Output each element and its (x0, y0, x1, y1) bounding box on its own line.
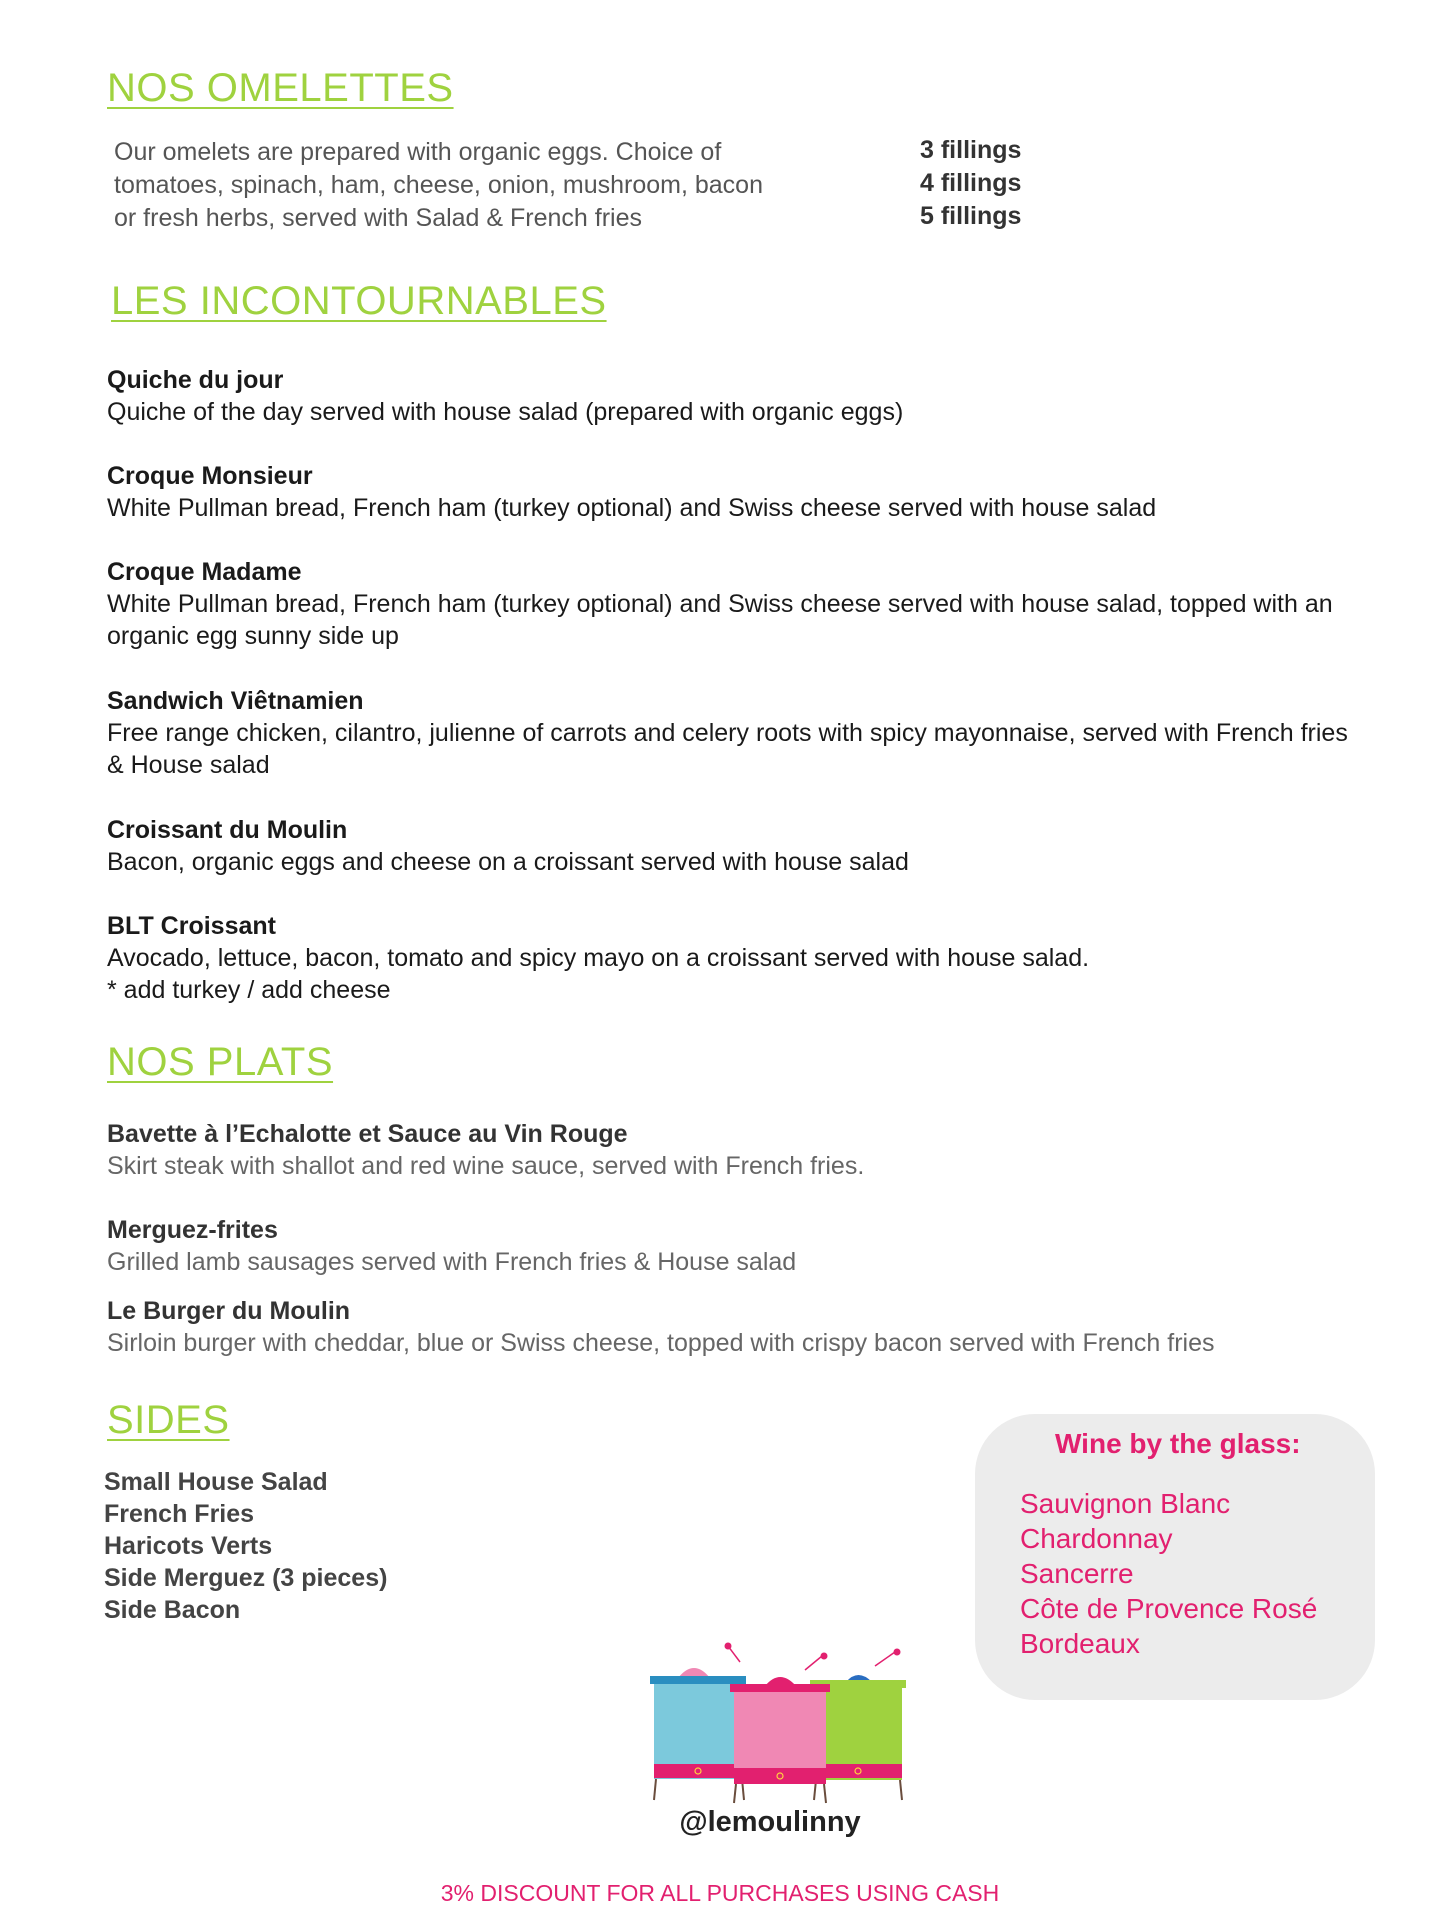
item-description: Quiche of the day served with house salad (prepared with organic eggs) (107, 398, 904, 426)
item-name: Croque Monsieur (107, 462, 313, 490)
omelette-desc-line: tomatoes, spinach, ham, cheese, onion, mushroom, bacon (114, 171, 763, 199)
pink-grinder-icon (730, 1653, 830, 1804)
item-name: Le Burger du Moulin (107, 1297, 351, 1325)
item-name: Sandwich Viêtnamien (107, 687, 364, 715)
side-item: Haricots Verts (104, 1532, 273, 1560)
item-description: Grilled lamb sausages served with French fries & House salad (107, 1248, 797, 1276)
wine-list (1020, 1486, 1317, 1661)
wine-item: Sancerre (1020, 1558, 1134, 1589)
section-title-sides: SIDES (107, 1398, 230, 1442)
omelette-desc-line: Our omelets are prepared with organic eggs. Choice of (114, 138, 722, 166)
social-handle: @lemoulinny (679, 1806, 861, 1838)
menu-item-croissant-du-moulin (107, 814, 1397, 878)
fillings-option: 3 fillings (920, 136, 1022, 164)
wine-item: Côte de Provence Rosé (1020, 1593, 1318, 1624)
omelette-desc-line: or fresh herbs, served with Salad & French fries (114, 204, 643, 232)
item-description: * add turkey / add cheese (107, 976, 391, 1004)
wine-item: Sauvignon Blanc (1020, 1488, 1231, 1519)
menu-item-croque-madame (107, 556, 1397, 652)
item-name: Quiche du jour (107, 366, 284, 394)
menu-item-merguez-frites (107, 1214, 1397, 1278)
side-item: French Fries (104, 1500, 255, 1528)
side-item: Side Merguez (3 pieces) (104, 1564, 388, 1592)
blue-grinder-icon (650, 1643, 746, 1801)
wine-by-the-glass-box (975, 1414, 1375, 1700)
fillings-option: 4 fillings (920, 169, 1022, 197)
fillings-list (920, 134, 1021, 233)
item-description: organic egg sunny side up (107, 622, 399, 650)
item-description: White Pullman bread, French ham (turkey optional) and Swiss cheese served with house salad, topped with an (107, 590, 1333, 618)
menu-item-croque-monsieur (107, 460, 1397, 524)
side-item: Side Bacon (104, 1596, 241, 1624)
side-item: Small House Salad (104, 1468, 328, 1496)
menu-item-blt-croissant (107, 910, 1397, 1006)
item-name: Merguez-frites (107, 1216, 278, 1244)
coffee-grinder-trio-logo (640, 1640, 920, 1805)
cash-discount-notice: 3% DISCOUNT FOR ALL PURCHASES USING CASH (440, 1880, 1000, 1906)
wine-item: Chardonnay (1020, 1523, 1173, 1554)
omelette-description (114, 136, 814, 235)
item-name: Croissant du Moulin (107, 816, 348, 844)
menu-item-burger-du-moulin (107, 1295, 1397, 1359)
item-description: Skirt steak with shallot and red wine sauce, served with French fries. (107, 1152, 865, 1180)
item-description: Avocado, lettuce, bacon, tomato and spicy mayo on a croissant served with house salad. (107, 944, 1090, 972)
item-description: Free range chicken, cilantro, julienne of carrots and celery roots with spicy mayonnaise, served with French fries (107, 719, 1348, 747)
item-name: BLT Croissant (107, 912, 276, 940)
fillings-option: 5 fillings (920, 202, 1022, 230)
section-title-plats: NOS PLATS (107, 1040, 334, 1084)
menu-item-sandwich-vietnamien (107, 685, 1397, 781)
section-title-omelettes: NOS OMELETTES (107, 66, 454, 110)
item-description: & House salad (107, 751, 270, 779)
menu-item-bavette (107, 1118, 1397, 1182)
menu-item-quiche (107, 364, 1397, 428)
item-name: Bavette à l’Echalotte et Sauce au Vin Rouge (107, 1120, 628, 1148)
section-title-incontournables: LES INCONTOURNABLES (111, 279, 607, 323)
item-name: Croque Madame (107, 558, 302, 586)
item-description: Sirloin burger with cheddar, blue or Swiss cheese, topped with crispy bacon served with French fries (107, 1329, 1215, 1357)
item-description: White Pullman bread, French ham (turkey optional) and Swiss cheese served with house salad (107, 494, 1157, 522)
sides-list (104, 1466, 387, 1626)
wine-item: Bordeaux (1020, 1628, 1140, 1659)
item-description: Bacon, organic eggs and cheese on a croissant served with house salad (107, 848, 909, 876)
wine-title: Wine by the glass: (1055, 1428, 1301, 1459)
